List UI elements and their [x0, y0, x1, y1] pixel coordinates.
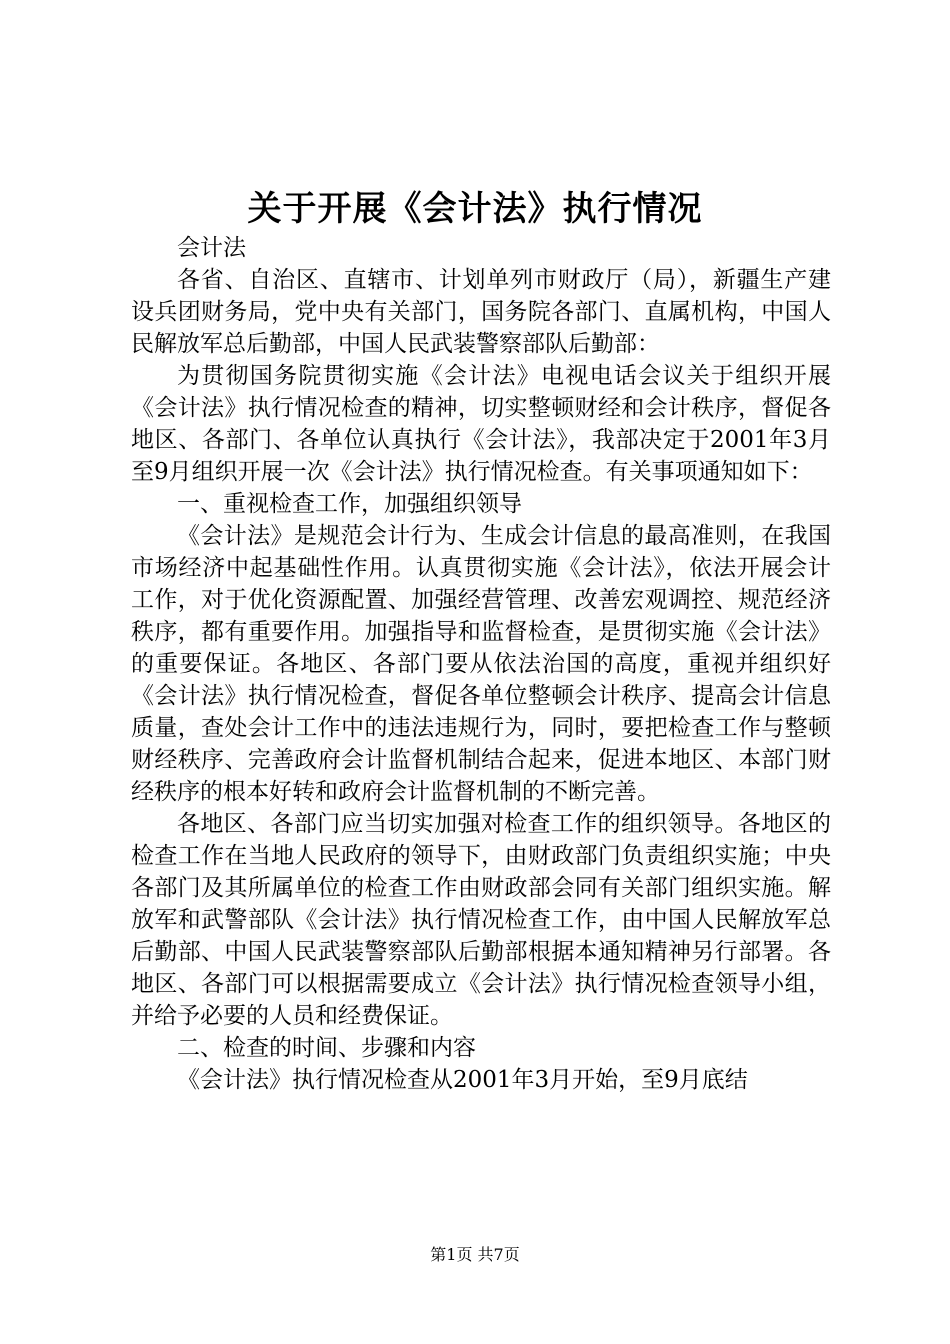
paragraph-subject: 会计法: [177, 235, 246, 261]
document-title: 关于开展《会计法》执行情况: [247, 189, 703, 229]
paragraph-section-1-b: 各地区、各部门应当切实加强对检查工作的组织领导。各地区的检查工作在当地人民政府的领导下，由财政部门负责组织实施；中央各部门及其所属单位的检查工作由财政部会同有关部门组织实施。解放军和武警部队《会计法》执行情况检查工作，由中国人民解放军总后勤部、中国人民武装警察部队后勤部根据本通知精神另行部署。各地区、各部门可以根据需要成立《会计法》执行情况检查领导小组，并给予必要的人员和经费保证。: [131, 811, 831, 1029]
section-heading-2: 二、检查的时间、步骤和内容: [177, 1035, 476, 1061]
paragraph-intro: 为贯彻国务院贯彻实施《会计法》电视电话会议关于组织开展《会计法》执行情况检查的精神，切实整顿财经和会计秩序，督促各地区、各部门、各单位认真执行《会计法》，我部决定于2001年3月至9月组织开展一次《会计法》执行情况检查。有关事项通知如下：: [131, 363, 831, 485]
paragraph-section-2-a: 《会计法》执行情况检查从2001年3月开始，至9月底结: [177, 1067, 748, 1093]
page-number-footer: 第1页 共7页: [430, 1245, 520, 1264]
paragraph-section-1-a: 《会计法》是规范会计行为、生成会计信息的最高准则，在我国市场经济中起基础性作用。认真贯彻实施《会计法》，依法开展会计工作，对于优化资源配置、加强经营管理、改善宏观调控、规范经济秩序，都有重要作用。加强指导和监督检查，是贯彻实施《会计法》的重要保证。各地区、各部门要从依法治国的高度，重视并组织好《会计法》执行情况检查，督促各单位整顿会计秩序、提高会计信息质量，查处会计工作中的违法违规行为，同时，要把检查工作与整顿财经秩序、完善政府会计监督机制结合起来，促进本地区、本部门财经秩序的根本好转和政府会计监督机制的不断完善。: [131, 523, 831, 805]
paragraph-addressees: 各省、自治区、直辖市、计划单列市财政厅（局），新疆生产建设兵团财务局，党中央有关部门，国务院各部门、直属机构，中国人民解放军总后勤部，中国人民武装警察部队后勤部：: [131, 267, 831, 357]
document-body: [131, 232, 831, 1096]
section-heading-1: 一、重视检查工作，加强组织领导: [177, 491, 522, 517]
